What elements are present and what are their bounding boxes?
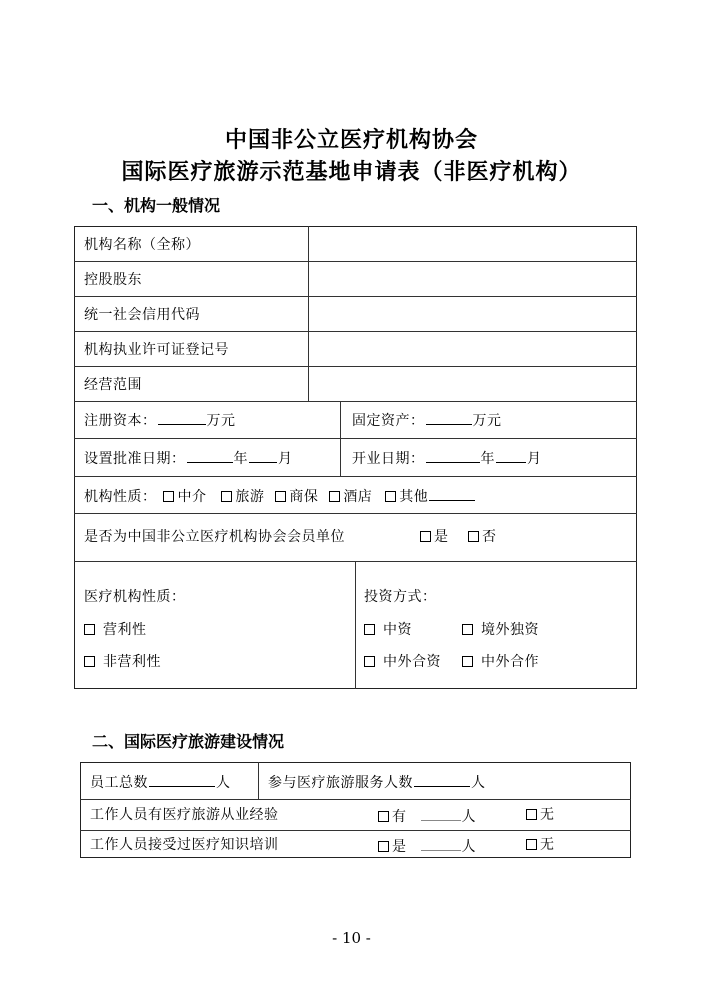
opening-month-unit: 月 bbox=[527, 451, 542, 467]
sino-foreign-jv-checkbox[interactable] bbox=[364, 656, 375, 667]
member-no-checkbox[interactable] bbox=[468, 531, 479, 542]
sino-foreign-jv-option[interactable]: 中外合资 bbox=[362, 653, 441, 671]
for-profit-option[interactable]: 营利性 bbox=[82, 621, 146, 639]
non-profit-option[interactable]: 非营利性 bbox=[82, 653, 161, 671]
training-count-blank[interactable] bbox=[421, 836, 461, 851]
commercial-insurance-checkbox[interactable] bbox=[275, 491, 286, 502]
chinese-capital-option[interactable]: 中资 bbox=[362, 621, 412, 639]
license-number-label: 机构执业许可证登记号 bbox=[84, 342, 229, 358]
staff-total-field[interactable]: 员工总数 人 bbox=[90, 772, 231, 792]
member-no-option[interactable]: 否 bbox=[466, 528, 497, 546]
training-label: 工作人员接受过医疗知识培训 bbox=[90, 837, 279, 853]
member-yes-option[interactable]: 是 bbox=[418, 528, 449, 546]
hotel-checkbox[interactable] bbox=[329, 491, 340, 502]
training-yes-checkbox[interactable] bbox=[378, 841, 389, 852]
chinese-capital-checkbox[interactable] bbox=[364, 624, 375, 635]
registered-capital-label: 注册资本： bbox=[84, 413, 157, 429]
tourism-checkbox[interactable] bbox=[221, 491, 232, 502]
training-none-option[interactable]: 无 bbox=[524, 836, 555, 854]
option-intermediary[interactable]: 中介 bbox=[161, 489, 206, 505]
member-yes-checkbox[interactable] bbox=[420, 531, 431, 542]
foreign-owned-checkbox[interactable] bbox=[462, 624, 473, 635]
option-tourism[interactable]: 旅游 bbox=[219, 489, 264, 505]
section2-heading: 二、国际医疗旅游建设情况 bbox=[92, 732, 285, 751]
other-blank[interactable] bbox=[429, 486, 475, 501]
experience-none-checkbox[interactable] bbox=[526, 809, 537, 820]
page-number: - 10 - bbox=[332, 929, 371, 947]
opening-month-blank[interactable] bbox=[496, 448, 526, 463]
opening-date-field[interactable] bbox=[352, 448, 542, 468]
investment-label: 投资方式： bbox=[364, 589, 437, 605]
document-title-line2: 国际医疗旅游示范基地申请表（非医疗机构） bbox=[121, 160, 582, 185]
registered-capital-unit: 万元 bbox=[206, 413, 236, 429]
experience-have-checkbox[interactable] bbox=[378, 811, 389, 822]
approval-month-blank[interactable] bbox=[249, 448, 277, 463]
registered-capital-field[interactable] bbox=[84, 410, 236, 430]
credit-code-label: 统一社会信用代码 bbox=[84, 307, 200, 323]
tourism-staff-field[interactable]: 参与医疗旅游服务人数 人 bbox=[268, 772, 486, 792]
member-question: 是否为中国非公立医疗机构协会会员单位 bbox=[84, 529, 345, 545]
option-hotel[interactable]: 酒店 bbox=[327, 489, 372, 505]
registered-capital-blank[interactable] bbox=[158, 410, 206, 425]
fixed-assets-field[interactable] bbox=[352, 410, 502, 430]
foreign-owned-option[interactable]: 境外独资 bbox=[460, 621, 539, 639]
business-scope-label: 经营范围 bbox=[84, 377, 142, 393]
org-name-label: 机构名称（全称） bbox=[84, 237, 200, 253]
org-nature-label: 机构性质： bbox=[84, 489, 157, 505]
training-none-checkbox[interactable] bbox=[526, 839, 537, 850]
staff-total-label: 员工总数 bbox=[90, 775, 148, 791]
training-yes-option[interactable]: 是 人 bbox=[376, 836, 476, 856]
option-commercial-insurance[interactable]: 商保 bbox=[273, 489, 318, 505]
experience-none-option[interactable]: 无 bbox=[524, 806, 555, 824]
shareholder-label: 控股股东 bbox=[84, 272, 142, 288]
for-profit-checkbox[interactable] bbox=[84, 624, 95, 635]
approval-date-field[interactable] bbox=[84, 448, 293, 468]
option-other[interactable]: 其他 bbox=[383, 489, 476, 505]
org-nature-row bbox=[84, 486, 476, 506]
approval-year-unit: 年 bbox=[233, 451, 248, 467]
opening-year-unit: 年 bbox=[480, 451, 495, 467]
tourism-staff-label: 参与医疗旅游服务人数 bbox=[268, 775, 413, 791]
approval-month-unit: 月 bbox=[278, 451, 293, 467]
section1-heading: 一、机构一般情况 bbox=[92, 196, 221, 215]
medical-nature-label: 医疗机构性质： bbox=[84, 589, 186, 605]
other-checkbox[interactable] bbox=[385, 491, 396, 502]
approval-date-label: 设置批准日期： bbox=[84, 451, 186, 467]
staff-total-blank[interactable] bbox=[149, 772, 215, 787]
document-title-line1: 中国非公立医疗机构协会 bbox=[224, 128, 478, 153]
sino-foreign-coop-checkbox[interactable] bbox=[462, 656, 473, 667]
opening-date-label: 开业日期： bbox=[352, 451, 425, 467]
fixed-assets-unit: 万元 bbox=[472, 413, 502, 429]
sino-foreign-coop-option[interactable]: 中外合作 bbox=[460, 653, 539, 671]
fixed-assets-label: 固定资产： bbox=[352, 413, 425, 429]
experience-label: 工作人员有医疗旅游从业经验 bbox=[90, 807, 279, 823]
experience-count-blank[interactable] bbox=[421, 806, 461, 821]
approval-year-blank[interactable] bbox=[187, 448, 233, 463]
intermediary-checkbox[interactable] bbox=[163, 491, 174, 502]
fixed-assets-blank[interactable] bbox=[426, 410, 472, 425]
non-profit-checkbox[interactable] bbox=[84, 656, 95, 667]
opening-year-blank[interactable] bbox=[426, 448, 480, 463]
tourism-staff-blank[interactable] bbox=[414, 772, 470, 787]
experience-have-option[interactable]: 有 人 bbox=[376, 806, 476, 826]
